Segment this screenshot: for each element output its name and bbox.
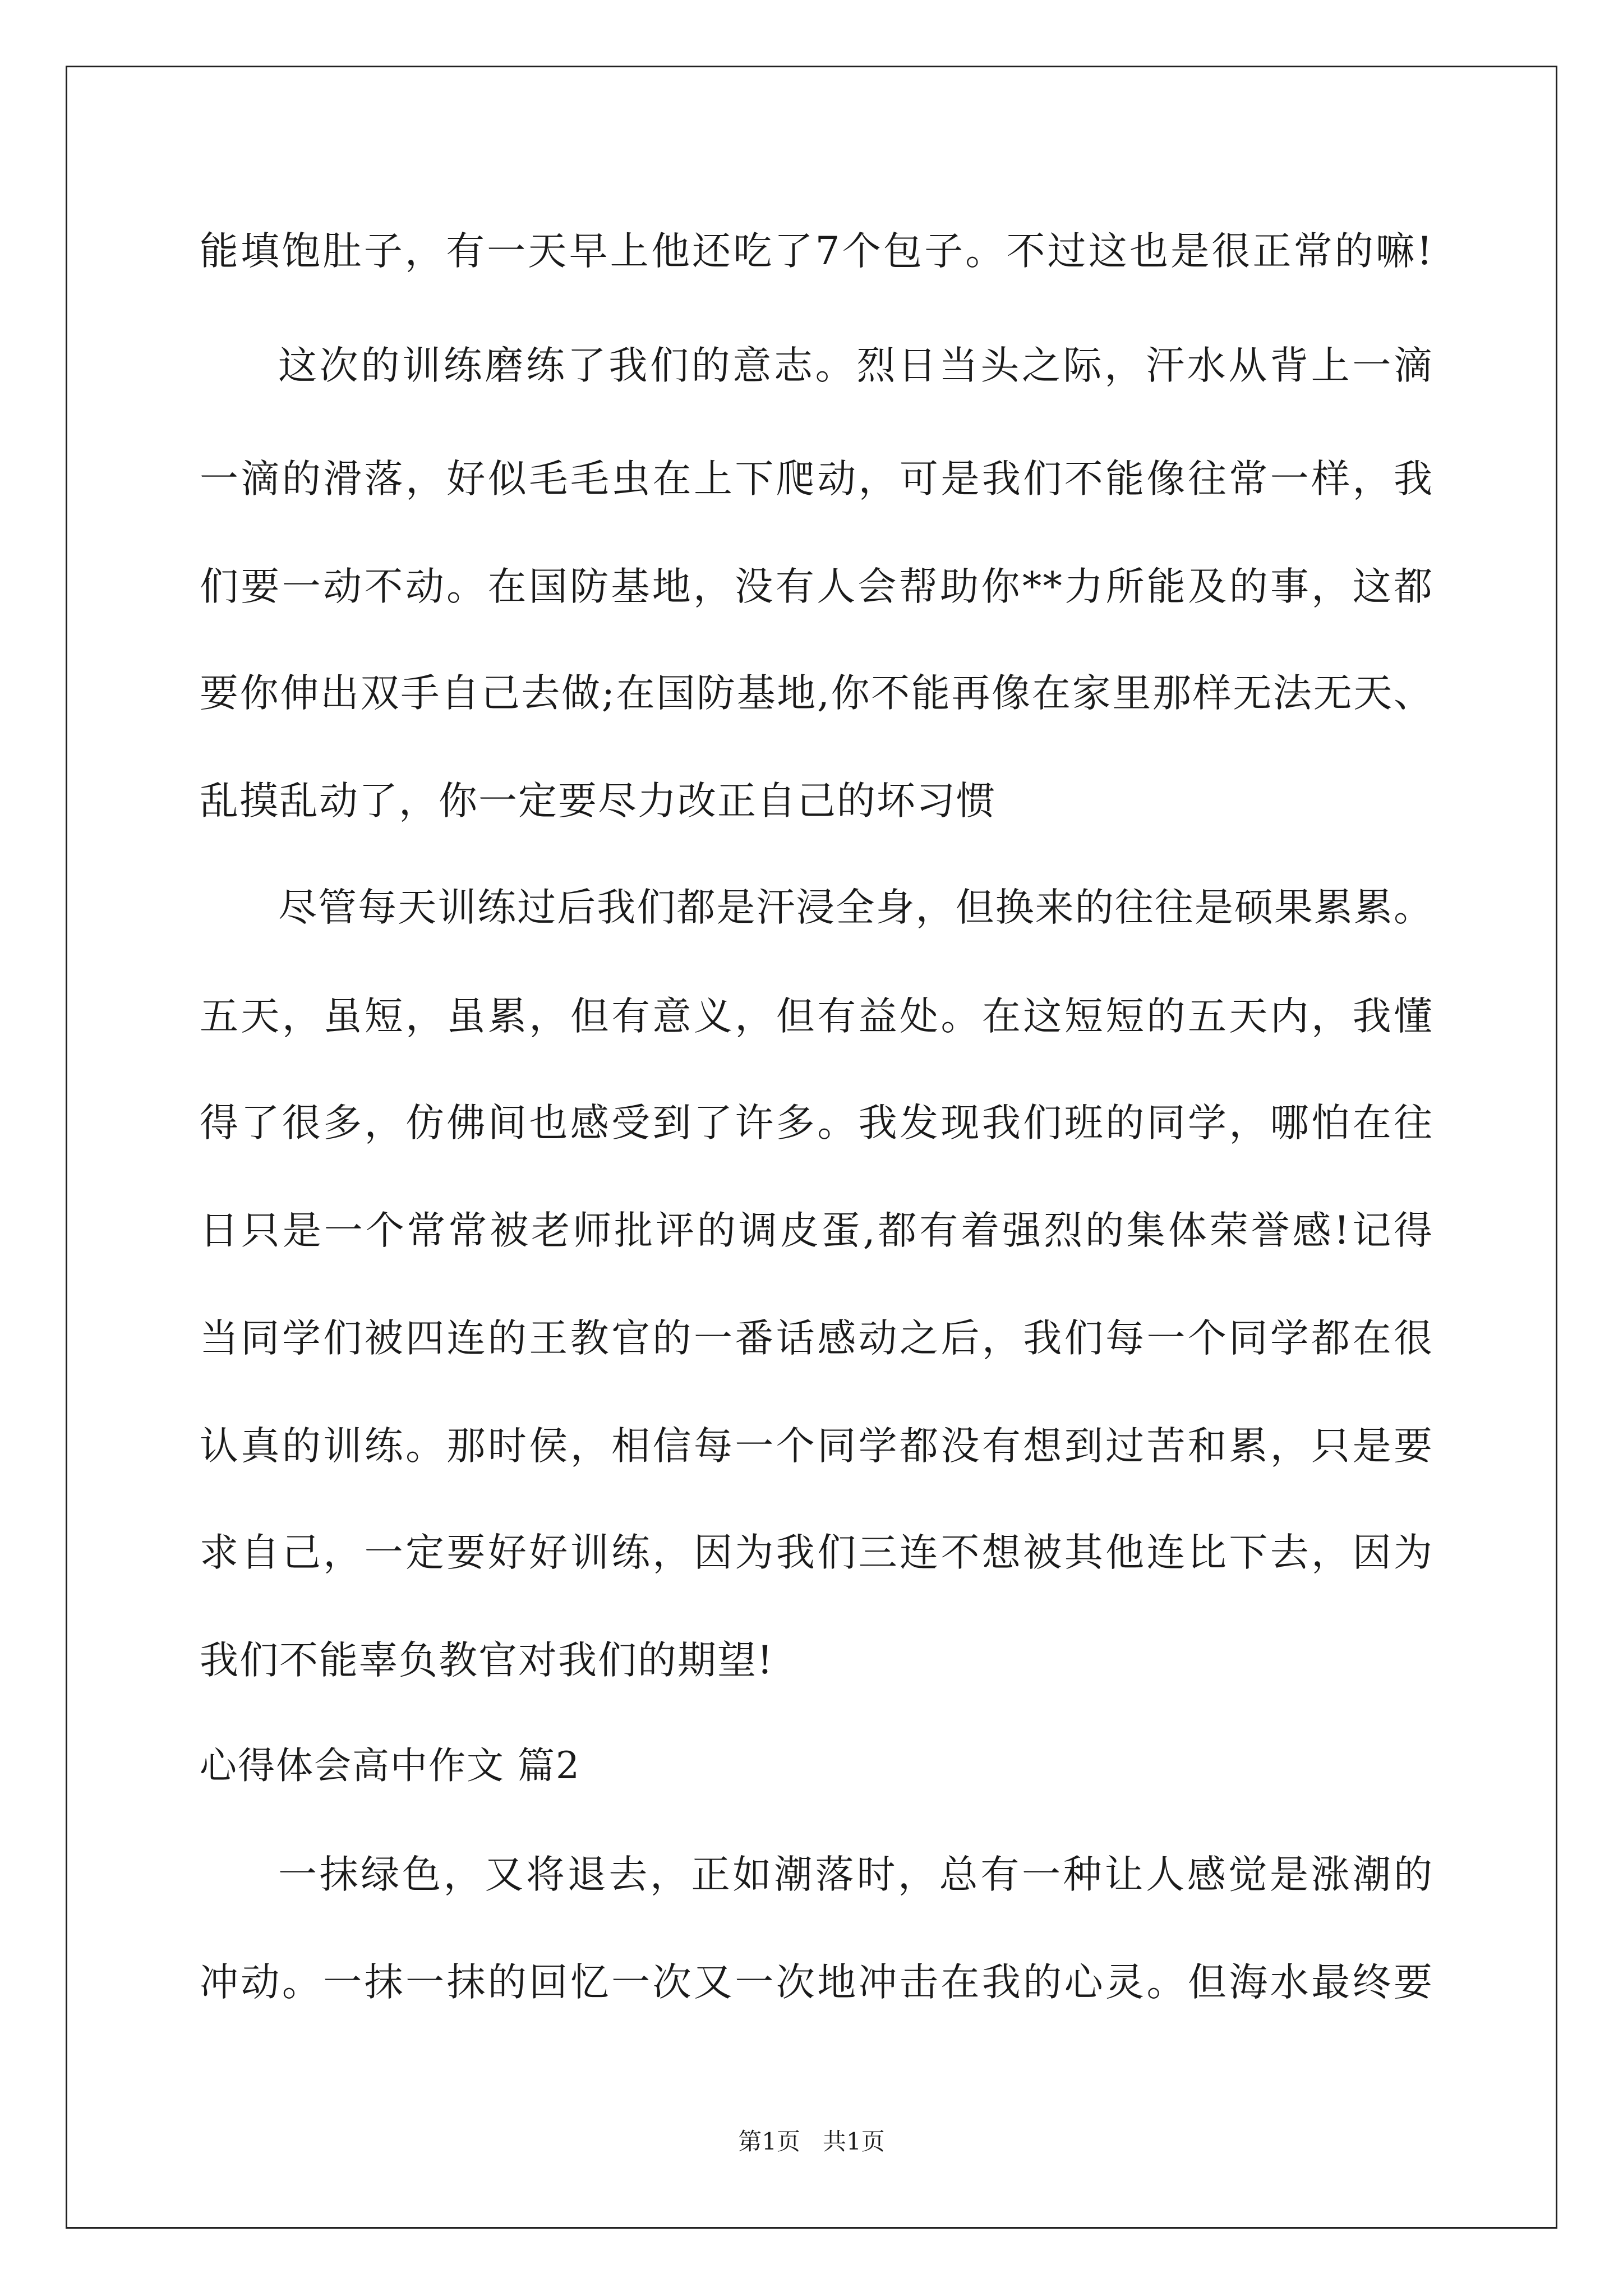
text-line-5: 要你伸出双手自己去做;在国防基地,你不能再像在家里那样无法无天、 <box>200 671 1433 716</box>
text-line-2: 这次的训练磨练了我们的意志。烈日当头之际，汗水从背上一滴 <box>278 343 1433 388</box>
page-footer <box>0 2125 1623 2159</box>
text-line-3: 一滴的滑落，好似毛毛虫在上下爬动，可是我们不能像往常一样，我 <box>200 457 1433 501</box>
text-line-10: 日只是一个常常被老师批评的调皮蛋,都有着强烈的集体荣誉感!记得 <box>200 1208 1433 1253</box>
text-line-14: 我们不能辜负教官对我们的期望! <box>200 1638 774 1683</box>
text-line-9: 得了很多，仿佛间也感受到了许多。我发现我们班的同学，哪怕在往 <box>200 1101 1433 1145</box>
text-line-13: 求自己，一定要好好训练，因为我们三连不想被其他连比下去，因为 <box>200 1530 1433 1575</box>
text-line-7: 尽管每天训练过后我们都是汗浸全身，但换来的往往是硕果累累。 <box>278 885 1433 930</box>
text-line-4: 们要一动不动。在国防基地，没有人会帮助你**力所能及的事，这都 <box>200 564 1433 609</box>
text-line-11: 当同学们被四连的王教官的一番话感动之后，我们每一个同学都在很 <box>200 1316 1433 1361</box>
text-line-12: 认真的训练。那时侯，相信每一个同学都没有想到过苦和累，只是要 <box>200 1424 1433 1469</box>
page-number: 第1页 共1页 <box>738 2128 885 2155</box>
section-heading: 心得体会高中作文 篇2 <box>200 1744 580 1787</box>
text-line-16: 一抹绿色，又将退去，正如潮落时，总有一种让人感觉是涨潮的 <box>278 1852 1433 1897</box>
text-line-17: 冲动。一抹一抹的回忆一次又一次地冲击在我的心灵。但海水最终要 <box>200 1960 1433 2005</box>
text-line-6: 乱摸乱动了，你一定要尽力改正自己的坏习惯 <box>200 779 996 823</box>
text-line-8: 五天，虽短，虽累，但有意义，但有益处。在这短短的五天内，我懂 <box>200 994 1433 1039</box>
text-line-1: 能填饱肚子，有一天早上他还吃了7个包子。不过这也是很正常的嘛! <box>200 229 1433 274</box>
